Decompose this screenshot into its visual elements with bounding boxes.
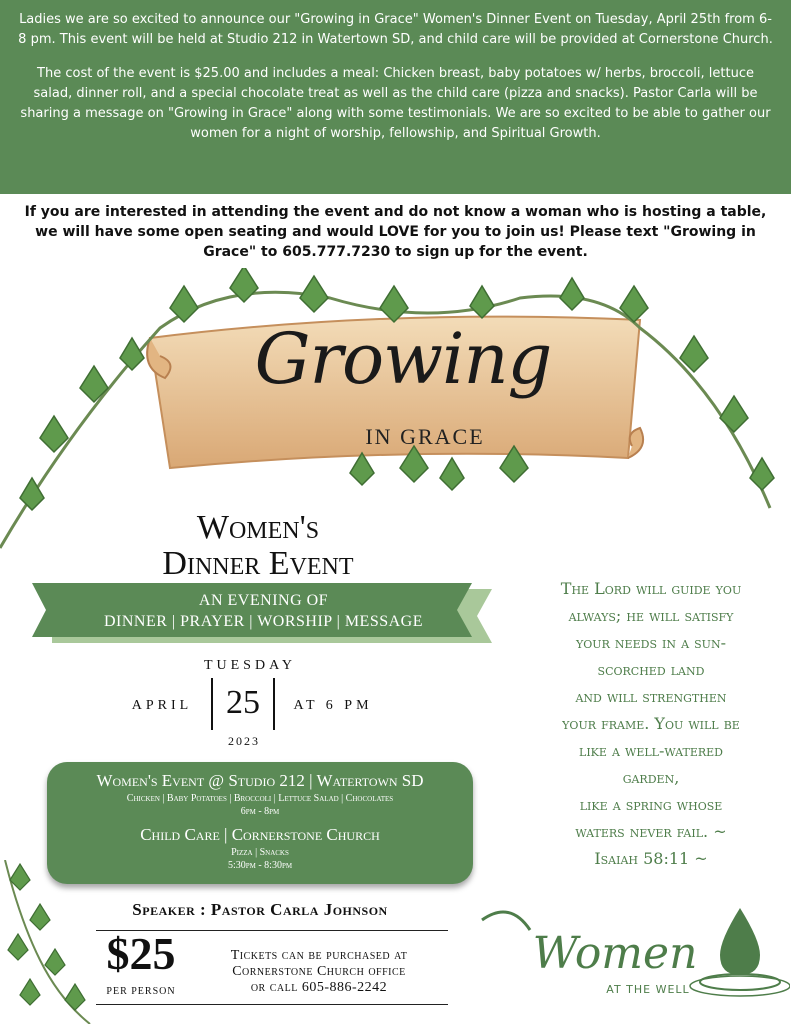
ticket-line-1: Tickets can be purchased at [230,948,408,963]
date-time: AT 6 PM [293,698,373,713]
verse-reference: Isaiah 58:11 ~ [594,849,708,868]
intro-paragraph-2: The cost of the event is $25.00 and includes a meal: Chicken breast, baby potatoes w/ herbs, broccoli, lettuce salad, dinner roll, and a special chocolate treat as well as the child care (pizza and snacks). Pastor Carla will be sharing a message on "Growing in Grace" along with some testimonials. We are so excited to be able to gather our women for a night of worship, fellowship, and Spiritual Growth. [20,66,771,141]
verse-line: scorched land [597,660,705,679]
date-month: APRIL [131,698,193,713]
intro-paragraph-1: Ladies we are so excited to announce our "Growing in Grace" Women's Dinner Event on Tuesday, April 25th from 6-8 pm. This event will be held at Studio 212 in Watertown SD, and child care will be provided at Cornerstone Church. [18,12,773,47]
date-day: TUESDAY [203,658,297,673]
details-box [47,762,473,884]
date-year: 2023 [228,734,260,748]
verse-line: like a well-watered [579,741,723,760]
verse-line: garden, [622,768,680,787]
childcare-location: Child Care | Cornerstone Church [140,825,380,844]
logo-tagline: AT THE WELL [606,983,690,996]
verse-line: always; he will satisfy [568,606,734,625]
speaker-line: Speaker : Pastor Carla Johnson [132,900,388,919]
verse-line: like a spring whose [579,795,723,814]
childcare-hours: 5:30pm - 8:30pm [227,860,293,871]
date-number: 25 [226,684,260,721]
banner-title: Growing [254,318,552,400]
event-title-line-1: Women's [196,509,320,546]
scripture-verse [536,575,766,872]
event-title [108,510,408,582]
ribbon-line-1: AN EVENING OF [198,592,329,609]
childcare-menu: Pizza | Snacks [231,847,289,858]
verse-line: your frame. You will be [562,714,740,733]
verse-line: waters never fail. ~ [575,822,727,841]
event-hours: 6pm - 8pm [240,806,280,817]
ticket-info [190,948,448,996]
ticket-line-2: Cornerstone Church office [232,964,406,979]
event-location: Women's Event @ Studio 212 | Watertown SD [96,771,424,790]
verse-line: your needs in a sun- [576,633,726,652]
date-divider-right [273,678,275,730]
verse-line: The Lord will guide you [560,579,742,598]
divider-bottom [96,1004,448,1005]
event-menu: Chicken | Baby Potatoes | Broccoli | Lettuce Salad | Chocolates [126,793,394,804]
price-amount: $25 [106,928,176,979]
verse-line: and will strengthen [575,687,727,706]
water-drop-icon [720,908,760,975]
ivy-corner-illustration [0,860,100,1024]
event-title-line-2: Dinner Event [162,545,354,582]
ribbon-text [56,590,471,632]
ticket-phone: or call 605-886-2242 [250,980,388,995]
intro-banner [0,0,791,194]
ribbon-line-2: DINNER | PRAYER | WORSHIP | MESSAGE [103,613,423,630]
date-divider-left [211,678,213,730]
price-unit: PER PERSON [106,986,176,997]
logo-wordmark: Women [532,928,698,979]
banner-subtitle: IN GRACE [365,424,485,449]
signup-notice: If you are interested in attending the event and do not know a woman who is hosting a table, we will have some open seating and would LOVE for you to join us! Please text "Growing in Grace" to 605.777.7230 to sign up for the event. [24,204,767,260]
